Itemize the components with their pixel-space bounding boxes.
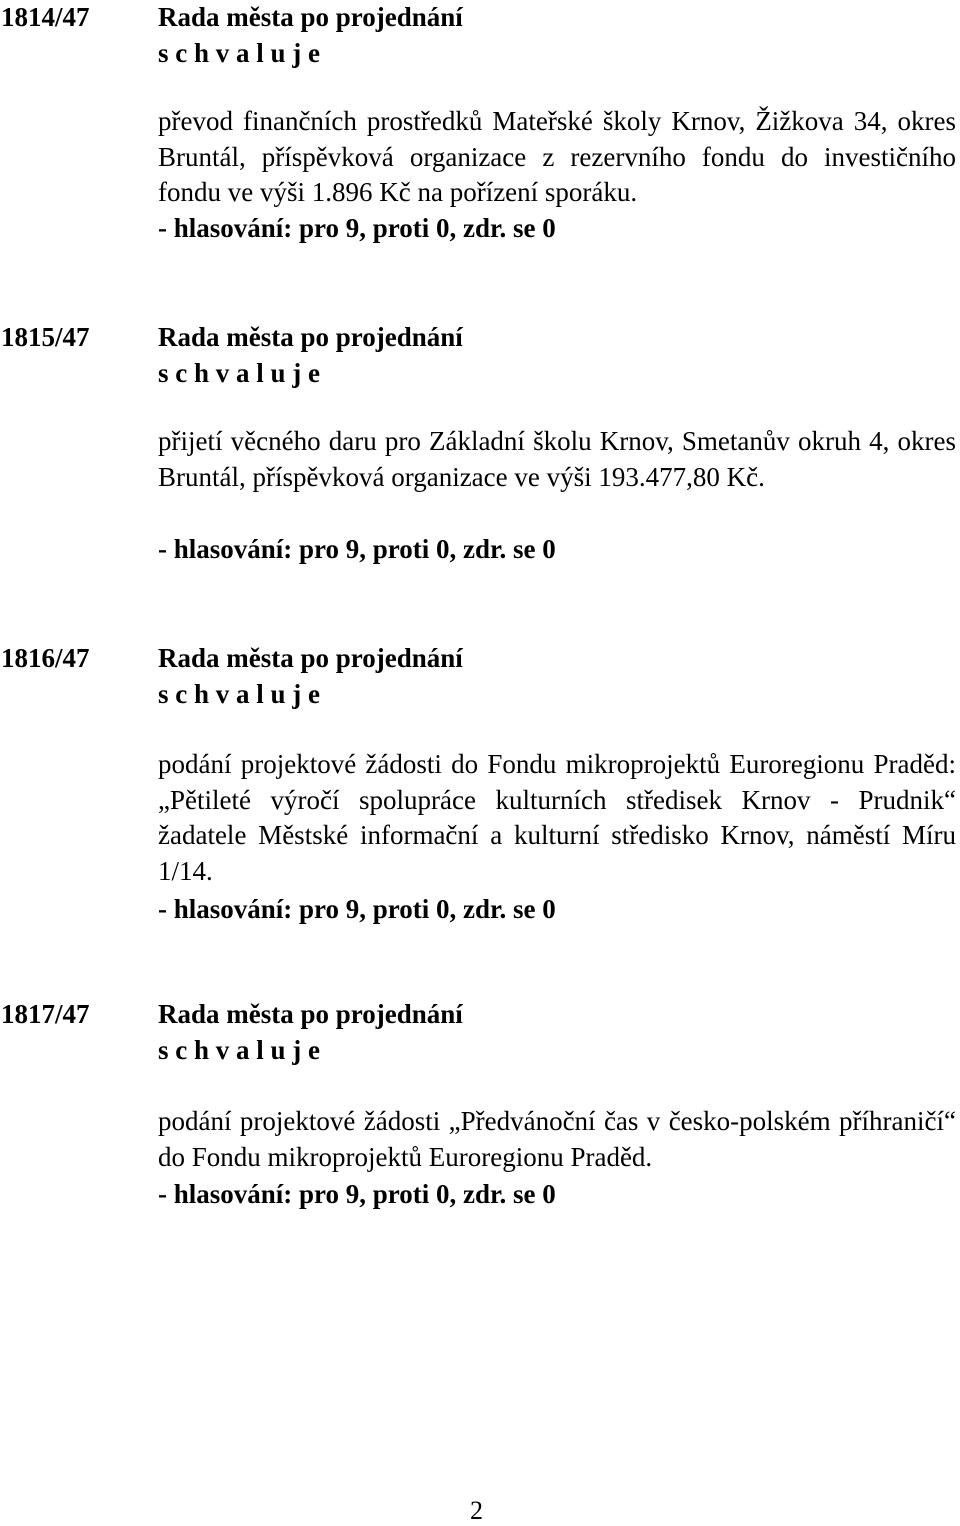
- resolution-header: Rada města po projednání: [158, 643, 463, 673]
- resolution-verb: s c h v a l u j e: [158, 38, 320, 68]
- resolution-vote: - hlasování: pro 9, proti 0, zdr. se 0: [158, 894, 556, 924]
- resolution-number: 1815/47: [1, 322, 90, 352]
- resolution-body: podání projektové žádosti „Předvánoční čas v česko-polském příhraničí“ do Fondu mikroprojektů Euroregionu Praděd.: [158, 1106, 956, 1172]
- resolution-header: Rada města po projednání: [158, 999, 463, 1029]
- resolution-number: 1814/47: [1, 2, 90, 32]
- resolution-header: Rada města po projednání: [158, 322, 463, 352]
- resolution-verb: s c h v a l u j e: [158, 358, 320, 388]
- resolution-header: Rada města po projednání: [158, 2, 463, 32]
- resolution-verb: s c h v a l u j e: [158, 1035, 320, 1065]
- resolution-vote: - hlasování: pro 9, proti 0, zdr. se 0: [158, 534, 556, 564]
- page-number: 2: [470, 1496, 483, 1525]
- resolution-body: převod finančních prostředků Mateřské školy Krnov, Žižkova 34, okres Bruntál, příspěvková organizace z rezervního fondu do investičního fondu ve výši 1.896 Kč na pořízení sporáku.: [158, 106, 956, 207]
- resolution-number: 1816/47: [1, 643, 90, 673]
- resolution-verb: s c h v a l u j e: [158, 679, 320, 709]
- resolution-body: přijetí věcného daru pro Základní školu Krnov, Smetanův okruh 4, okres Bruntál, příspěvková organizace ve výši 193.477,80 Kč.: [158, 426, 956, 492]
- resolution-vote: - hlasování: pro 9, proti 0, zdr. se 0: [158, 1179, 556, 1209]
- resolution-number: 1817/47: [1, 999, 90, 1029]
- resolution-body: podání projektové žádosti do Fondu mikroprojektů Euroregionu Praděd: „Pětileté výročí spolupráce kulturních středisek Krnov - Prudnik“ žadatele Městské informační a kulturní středisko Krnov, náměstí Míru 1/14.: [158, 749, 956, 886]
- resolution-vote: - hlasování: pro 9, proti 0, zdr. se 0: [158, 213, 556, 243]
